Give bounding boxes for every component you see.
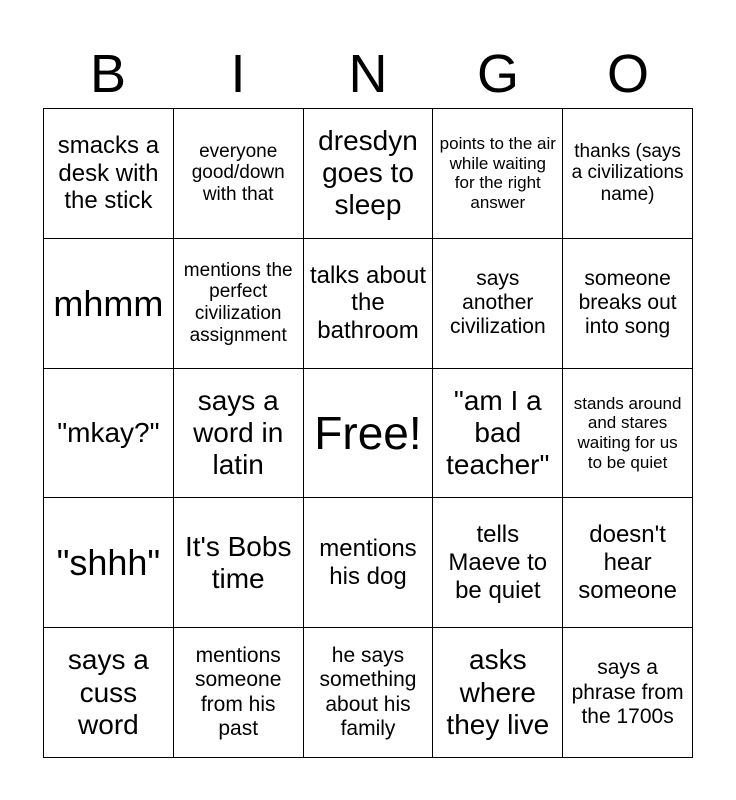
bingo-cell[interactable] (174, 628, 304, 758)
bingo-cell[interactable] (563, 369, 693, 499)
bingo-cell-text: talks about the bathroom (309, 261, 427, 344)
bingo-cell[interactable] (44, 109, 174, 239)
bingo-cell-text: stands around and stares waiting for us to be quiet (573, 393, 682, 472)
bingo-cell-text: says another civilization (449, 266, 546, 339)
bingo-cell-text: mentions someone from his past (195, 644, 282, 740)
bingo-cell[interactable] (563, 498, 693, 628)
header-letter-i: I (230, 44, 246, 104)
bingo-cell-text: mhmm (53, 282, 164, 324)
bingo-cell-text: says a phrase from the 1700s (571, 656, 684, 728)
bingo-cell-text: asks where they live (446, 644, 550, 740)
bingo-cell[interactable] (563, 628, 693, 758)
header-letter-n: N (348, 44, 388, 104)
bingo-cell-text: smacks a desk with the stick (57, 132, 160, 215)
bingo-cell[interactable] (433, 109, 563, 239)
bingo-cell-text: someone breaks out into song (578, 266, 677, 339)
bingo-cell[interactable] (304, 628, 434, 758)
bingo-cell[interactable] (433, 239, 563, 369)
bingo-cell[interactable] (174, 369, 304, 499)
bingo-cell-text: says a cuss word (67, 644, 149, 740)
header-letter-g: G (476, 44, 519, 104)
bingo-cell[interactable] (433, 498, 563, 628)
bingo-cell[interactable] (44, 239, 174, 369)
bingo-cell-text: mentions his dog (319, 535, 417, 590)
free-space-text: Free! (314, 406, 422, 459)
bingo-cell-text: "mkay?" (57, 416, 160, 448)
header-letter-o: O (606, 44, 649, 104)
bingo-cell-text: It's Bobs time (184, 530, 292, 594)
bingo-cell-text: he says something about his family (319, 644, 417, 740)
free-space-cell[interactable] (304, 369, 434, 499)
bingo-cell[interactable] (44, 498, 174, 628)
bingo-cell-text: everyone good/down with that (191, 140, 285, 206)
bingo-cell-text: doesn't hear someone (578, 521, 677, 604)
bingo-cell[interactable] (174, 109, 304, 239)
bingo-cell-text: says a word in latin (193, 384, 284, 481)
bingo-cell[interactable] (563, 109, 693, 239)
bingo-cell-text: tells Maeve to be quiet (448, 521, 548, 604)
bingo-header (43, 40, 693, 108)
bingo-board (43, 108, 693, 758)
bingo-cell[interactable] (433, 628, 563, 758)
bingo-cell-text: "shhh" (56, 542, 161, 584)
bingo-cell-text: dresdyn goes to sleep (318, 125, 418, 221)
bingo-cell[interactable] (304, 239, 434, 369)
bingo-cell-text: "am I a bad teacher" (446, 384, 550, 481)
bingo-cell[interactable] (433, 369, 563, 499)
bingo-cell[interactable] (563, 239, 693, 369)
bingo-cell-text: mentions the perfect civilization assignment (183, 259, 293, 347)
bingo-cell-text: thanks (says a civilizations name) (571, 140, 684, 206)
bingo-cell[interactable] (174, 239, 304, 369)
bingo-cell[interactable] (174, 498, 304, 628)
bingo-cell[interactable] (304, 109, 434, 239)
bingo-cell-text: points to the air while waiting for the right answer (439, 134, 556, 212)
header-letter-b: B (89, 44, 127, 104)
bingo-cell[interactable] (44, 369, 174, 499)
bingo-cell[interactable] (44, 628, 174, 758)
bingo-cell[interactable] (304, 498, 434, 628)
